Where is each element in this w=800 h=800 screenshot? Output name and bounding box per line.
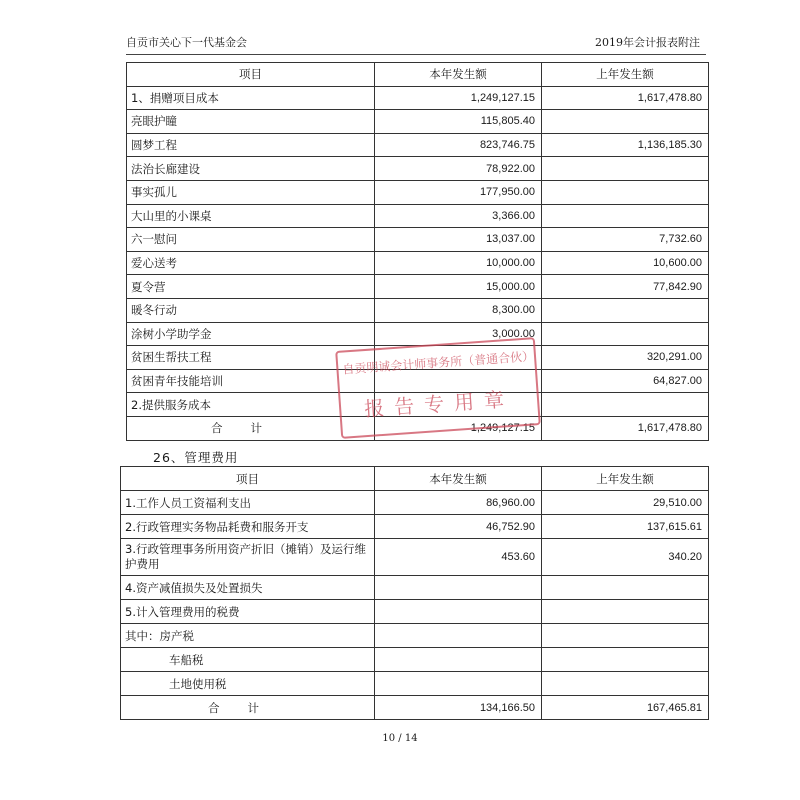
row-current-amount [375,369,542,393]
column-header-item: 项目 [121,467,375,491]
row-prior-amount: 77,842.90 [542,275,709,299]
row-item: 圆梦工程 [127,133,375,157]
row-prior-amount [542,576,709,600]
table-body [127,86,709,416]
row-current-amount: 823,746.75 [375,133,542,157]
row-current-amount: 3,000.00 [375,322,542,346]
table-row [121,491,709,515]
table-row [121,576,709,600]
row-current-amount: 3,366.00 [375,204,542,228]
row-item: 2.提供服务成本 [127,393,375,417]
table-row [121,539,709,576]
row-prior-amount: 29,510.00 [542,491,709,515]
table-row [121,624,709,648]
row-prior-amount: 7,732.60 [542,228,709,252]
row-current-amount [375,600,542,624]
table-row [127,157,709,181]
header-org-name: 自贡市关心下一代基金会 [126,36,247,49]
row-prior-amount: 10,600.00 [542,251,709,275]
row-prior-amount [542,110,709,134]
row-current-amount: 8,300.00 [375,298,542,322]
admin-expense-table [120,466,709,720]
table-row [127,275,709,299]
row-item: 其中：房产税 [121,624,375,648]
row-item: 亮眼护瞳 [127,110,375,134]
table-row [121,672,709,696]
table-row [127,322,709,346]
row-prior-amount: 137,615.61 [542,515,709,539]
row-current-amount: 46,752.90 [375,515,542,539]
table-row [121,600,709,624]
column-header-prior: 上年发生额 [542,467,709,491]
table-header-row [127,63,709,87]
total-current: 134,166.50 [375,696,542,720]
column-header-prior: 上年发生额 [542,63,709,87]
total-prior: 1,617,478.80 [542,416,709,440]
page-number: 10 / 14 [382,733,418,744]
page-header [126,28,706,55]
table-row [127,393,709,417]
table-row [121,515,709,539]
header-report-title: 2019年会计报表附注 [595,36,700,49]
row-prior-amount [542,322,709,346]
table-row [127,204,709,228]
row-prior-amount [542,298,709,322]
table-row [127,110,709,134]
row-prior-amount: 1,136,185.30 [542,133,709,157]
stamp-label: 报告专用章 [363,386,515,422]
row-prior-amount [542,204,709,228]
row-current-amount: 453.60 [375,539,542,576]
row-item: 夏令营 [127,275,375,299]
row-current-amount: 86,960.00 [375,491,542,515]
table-total-row [121,696,709,720]
row-item: 贫困生帮扶工程 [127,346,375,370]
row-item: 事实孤儿 [127,180,375,204]
total-current: 1,249,127.15 [375,416,542,440]
column-header-item: 项目 [127,63,375,87]
row-prior-amount [542,624,709,648]
row-current-amount [375,393,542,417]
row-item: 土地使用税 [121,672,375,696]
row-prior-amount [542,393,709,417]
row-current-amount [375,624,542,648]
table-body [121,491,709,696]
section-title: 26、管理费用 [153,450,239,465]
table-row [127,298,709,322]
row-item: 爱心送考 [127,251,375,275]
row-current-amount [375,648,542,672]
row-item: 1、捐赠项目成本 [127,86,375,110]
row-item: 5.计入管理费用的税费 [121,600,375,624]
table-row [127,228,709,252]
table-row [127,86,709,110]
stamp-firm-name: 自贡明诚会计师事务所（普通合伙） [341,349,535,377]
row-current-amount: 1,249,127.15 [375,86,542,110]
row-item: 车船税 [121,648,375,672]
total-label: 合计 [121,696,375,720]
table-total-row [127,416,709,440]
table-row [121,648,709,672]
row-item: 法治长廊建设 [127,157,375,181]
row-item: 暖冬行动 [127,298,375,322]
table-row [127,369,709,393]
row-prior-amount: 1,617,478.80 [542,86,709,110]
row-item: 1.工作人员工资福利支出 [121,491,375,515]
row-current-amount: 15,000.00 [375,275,542,299]
donation-cost-table [126,62,709,441]
row-current-amount: 177,950.00 [375,180,542,204]
table-row [127,133,709,157]
row-current-amount: 10,000.00 [375,251,542,275]
row-item: 4.资产减值损失及处置损失 [121,576,375,600]
row-current-amount: 13,037.00 [375,228,542,252]
table-header-row [121,467,709,491]
row-prior-amount [542,600,709,624]
table-row [127,180,709,204]
row-current-amount [375,576,542,600]
row-prior-amount [542,672,709,696]
total-prior: 167,465.81 [542,696,709,720]
row-item: 贫困青年技能培训 [127,369,375,393]
row-item: 大山里的小课桌 [127,204,375,228]
row-prior-amount [542,157,709,181]
row-prior-amount [542,648,709,672]
row-item: 涂树小学助学金 [127,322,375,346]
row-prior-amount: 64,827.00 [542,369,709,393]
row-prior-amount: 320,291.00 [542,346,709,370]
row-item: 2.行政管理实务物品耗费和服务开支 [121,515,375,539]
row-prior-amount [542,180,709,204]
table-row [127,251,709,275]
table-row [127,346,709,370]
column-header-current: 本年发生额 [375,467,542,491]
row-item: 六一慰问 [127,228,375,252]
total-label: 合计 [127,416,375,440]
column-header-current: 本年发生额 [375,63,542,87]
row-current-amount [375,672,542,696]
row-item: 3.行政管理事务所用资产折旧（摊销）及运行维护费用 [121,539,375,576]
row-current-amount: 115,805.40 [375,110,542,134]
row-current-amount: 78,922.00 [375,157,542,181]
row-current-amount [375,346,542,370]
row-prior-amount: 340.20 [542,539,709,576]
